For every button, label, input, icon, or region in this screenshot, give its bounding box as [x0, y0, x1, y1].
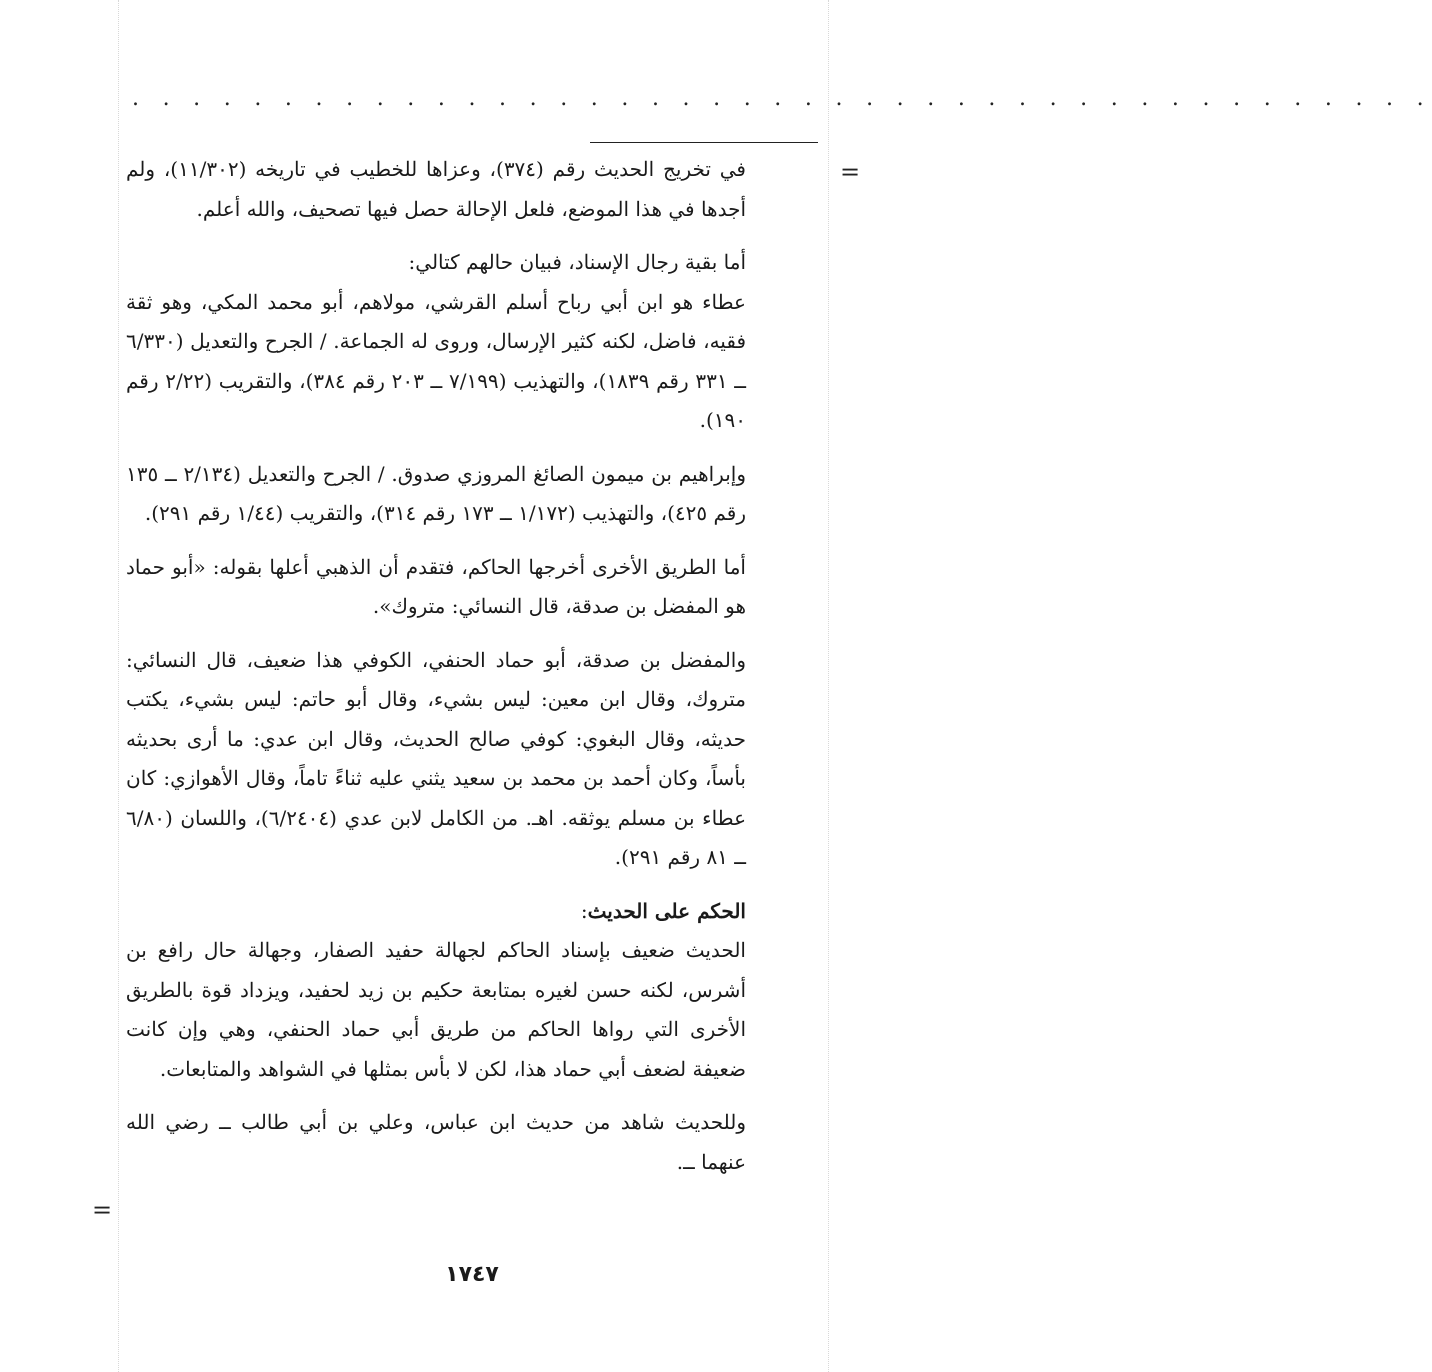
- dotted-separator: . . . . . . . . . . . . . . . . . . . . . . . . . . . . . . . . . . . . . . . . . . .: [132, 86, 1432, 111]
- paragraph-narrators-intro: أما بقية رجال الإسناد، فبيان حالهم كتالي:: [408, 250, 746, 274]
- paragraph-mufaddal: والمفضل بن صدقة، أبو حماد الحنفي، الكوفي هذا ضعيف، قال النسائي: متروك، وقال ابن معين: ليس بشيء، وقال أبو حاتم: ليس بشيء، يكتب حديثه، وقال البغوي: كوفي صالح الحديث، وقال ابن عدي: ما أرى بحديثه بأساً، وكان أحمد بن محمد بن سعيد يثني عليه ثناءً تاماً، وقال الأهوازي: كان عطاء بن مسلم يوثقه. اهـ. من الكامل لابن عدي (٦/٢٤٠٤)، واللسان (٦/٨٠ ــ ٨١ رقم ٢٩١).: [126, 647, 746, 869]
- footnote-continuation: في تخريج الحديث رقم (٣٧٤)، وعزاها للخطيب في تاريخه (١١/٣٠٢)، ولم أجدها في هذا الموضع، فلعل الإحالة حصل فيها تصحيف، والله أعلم.: [126, 157, 746, 221]
- page-edge-right: [828, 0, 829, 1372]
- section-heading-text: الحكم على الحديث: [587, 898, 746, 923]
- paragraph-ruling: الحديث ضعيف بإسناد الحاكم لجهالة حفيد الصفار، وجهالة حال رافع بن أشرس، لكنه حسن لغيره بمتابعة حكيم بن زيد لحفيد، ويزداد قوة بالطريق الأخرى التي رواها الحاكم من طريق أبي حماد الحنفي، وهي وإن كانت ضعيفة لضعف أبي حماد هذا، لكن لا بأس بمثلها في الشواهد والمتابعات.: [126, 938, 746, 1081]
- section-heading-colon: :: [580, 898, 588, 923]
- paragraph-hakim-route: أما الطريق الأخرى أخرجها الحاكم، فتقدم أن الذهبي أعلها بقوله: «أبو حماد هو المفضل بن صدقة، قال النسائي: متروك».: [126, 554, 746, 618]
- page-body: [126, 150, 746, 1196]
- section-heading-ruling: [126, 892, 746, 932]
- paragraph-ata: عطاء هو ابن أبي رباح أسلم القرشي، مولاهم، أبو محمد المكي، وهو ثقة فقيه، فاضل، لكنه كثير الإرسال، وروى له الجماعة. / الجرح والتعديل (٦/٣٣٠ ــ ٣٣١ رقم ١٨٣٩)، والتهذيب (٧/١٩٩ ــ ٢٠٣ رقم ٣٨٤)، والتقريب (٢/٢٢ رقم ١٩٠).: [126, 289, 747, 432]
- paragraph-ibrahim: وإبراهيم بن ميمون الصائغ المروزي صدوق. / الجرح والتعديل (٢/١٣٤ ــ ١٣٥ رقم ٤٢٥)، والتهذيب (١/١٧٢ ــ ١٧٣ رقم ٣١٤)، والتقريب (١/٤٤ رقم ٢٩١).: [126, 461, 746, 525]
- footnote-rule: [590, 142, 818, 143]
- continuation-mark-bottom: =: [92, 1196, 113, 1224]
- paragraph-witness: وللحديث شاهد من حديث ابن عباس، وعلي بن أبي طالب ــ رضي الله عنهما ــ.: [126, 1110, 746, 1174]
- continuation-mark-top: =: [840, 158, 861, 186]
- page-edge-left: [118, 0, 119, 1372]
- page-number: ١٧٤٧: [445, 1262, 499, 1287]
